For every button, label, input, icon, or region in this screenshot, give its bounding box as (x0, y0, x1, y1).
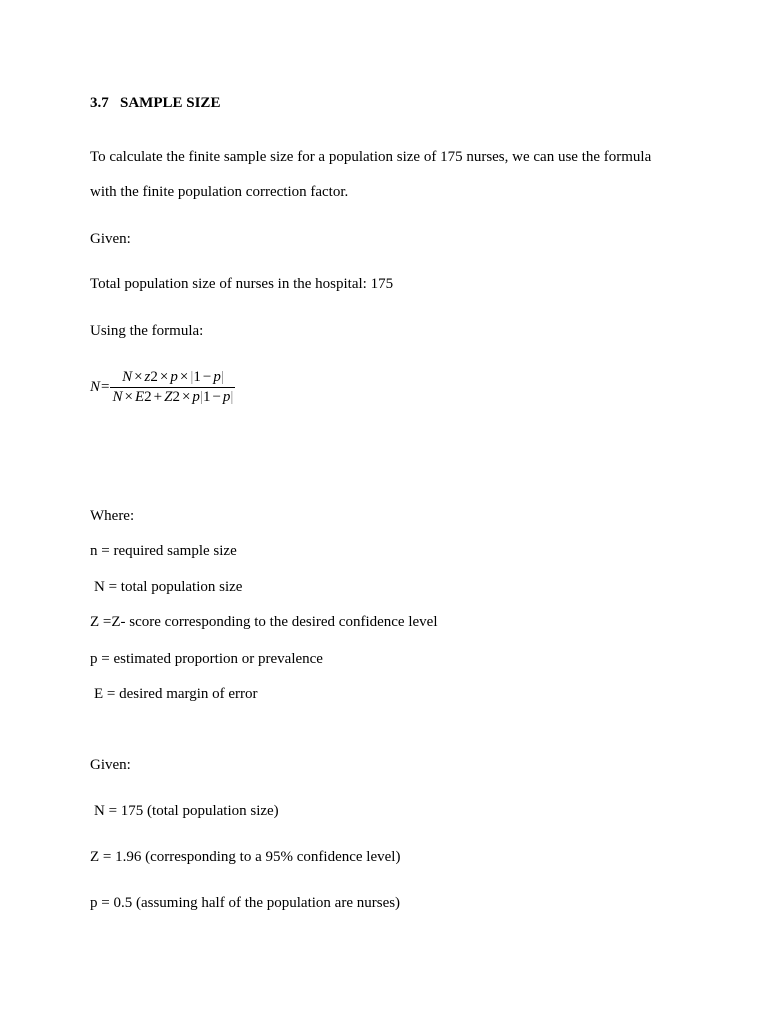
den-2b: 2 (172, 388, 180, 405)
num-rparen: | (220, 368, 224, 385)
section-number: 3.7 (90, 95, 109, 111)
den-times-1: × (124, 388, 133, 405)
den-N: N (112, 388, 123, 405)
den-E: E (134, 388, 145, 405)
definition-Z: Z =Z- score corresponding to the desired confidence level (90, 614, 438, 630)
given-label-2: Given: (90, 757, 131, 773)
total-population-text: Total population size of nurses in the hospital: 175 (90, 276, 394, 292)
den-one: 1 (202, 388, 211, 405)
given-value-Z: Z = 1.96 (corresponding to a 95% confidence level) (90, 849, 401, 865)
intro-line-1: To calculate the finite sample size for a population size of 175 nurses, we can use the formula (90, 149, 652, 165)
num-N: N (122, 368, 133, 385)
given-value-p: p = 0.5 (assuming half of the population are nurses) (90, 895, 401, 911)
formula-denominator (110, 388, 235, 406)
given-label-1: Given: (90, 231, 131, 247)
formula-lhs: N (90, 378, 101, 395)
definition-N: N = total population size (94, 579, 243, 595)
den-2a: 2 (144, 388, 152, 405)
num-times-1: × (134, 368, 143, 385)
den-Z: Z (164, 388, 173, 405)
num-one: 1 (193, 368, 201, 385)
num-minus: − (202, 368, 212, 385)
num-p-2: p (213, 368, 221, 385)
formula-numerator (120, 369, 226, 387)
section-title: SAMPLE SIZE (120, 95, 221, 111)
definition-n: n = required sample size (90, 543, 237, 559)
num-times-2: × (159, 368, 169, 385)
num-lparen: | (190, 368, 194, 385)
den-rparen: | (230, 388, 234, 405)
den-p: p (192, 388, 200, 405)
using-formula-text: Using the formula: (90, 323, 204, 339)
where-label: Where: (90, 508, 135, 524)
num-times-3: × (179, 368, 189, 385)
sample-size-formula (90, 366, 235, 408)
num-2: 2 (150, 368, 158, 385)
den-minus: − (212, 388, 221, 405)
den-plus: + (153, 388, 163, 405)
formula-fraction (110, 369, 235, 406)
formula-equals: = (101, 378, 110, 395)
num-p: p (170, 368, 178, 385)
section-heading (90, 94, 220, 112)
intro-line-2: with the finite population correction factor. (90, 184, 349, 200)
definition-p: p = estimated proportion or prevalence (90, 651, 323, 667)
den-lparen: | (199, 388, 203, 405)
num-z: z (144, 368, 151, 385)
den-p-2: p (222, 388, 231, 405)
given-value-N: N = 175 (total population size) (94, 803, 279, 819)
definition-E: E = desired margin of error (94, 686, 258, 702)
den-times-2: × (181, 388, 191, 405)
